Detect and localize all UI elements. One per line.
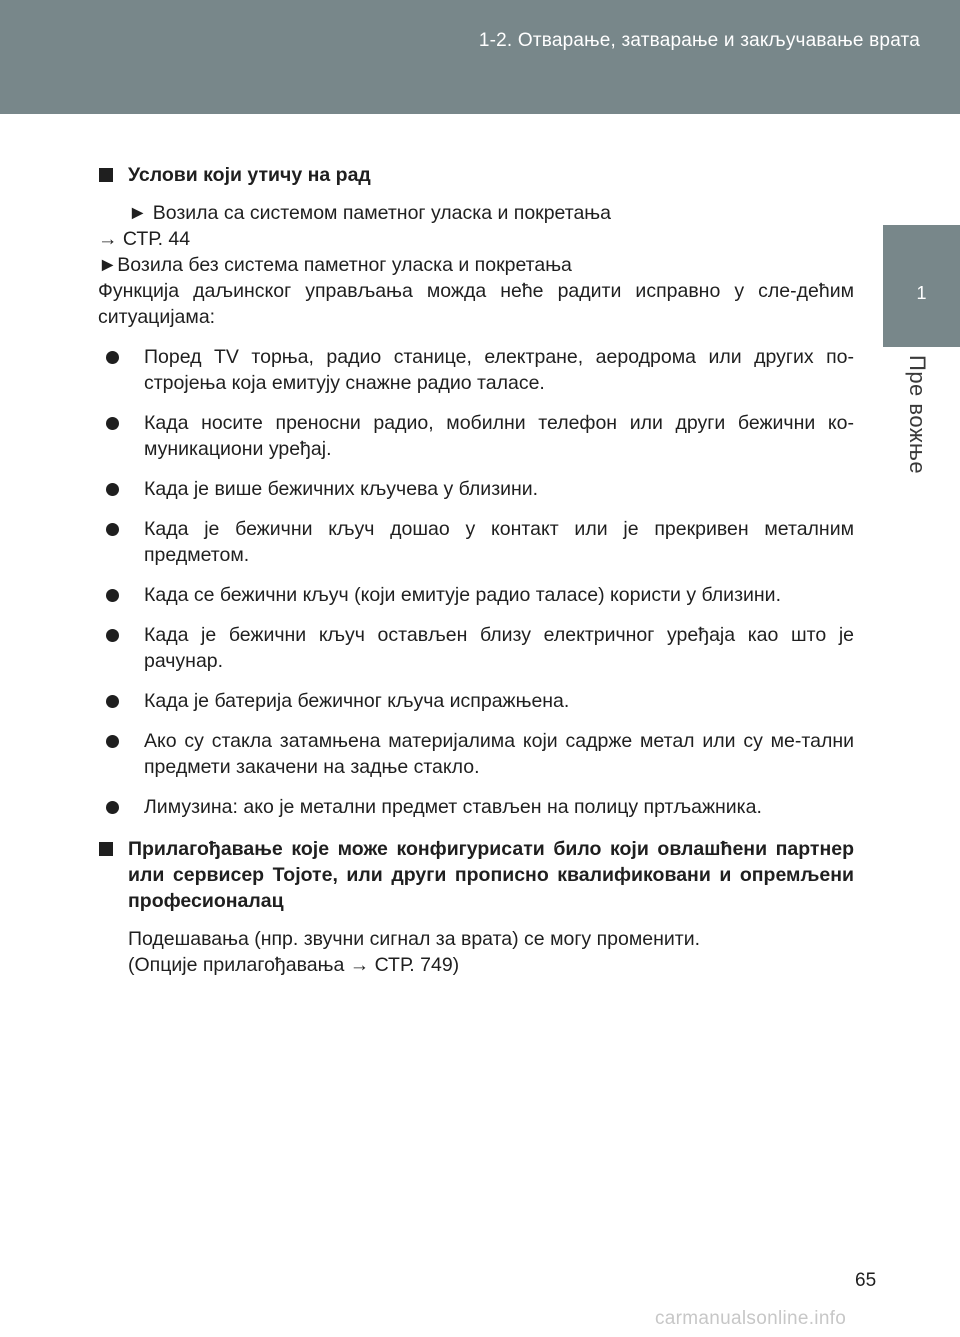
chapter-number: 1 <box>916 283 927 303</box>
list-item: Када се бежични кључ (који емитује радио таласе) користи у близини. <box>98 582 854 608</box>
chapter-label: Пре вожње <box>905 355 930 475</box>
page-number: 65 <box>855 1270 877 1291</box>
list-item: Лимузина: ако је метални предмет стављен на полицу пртљажника. <box>98 794 854 820</box>
bullet-dot-icon <box>106 695 119 708</box>
list-item: Поред TV торња, радио станице, електране, аеродрома или других по-стројења која емитују снажне радио таласе. <box>98 344 854 396</box>
list-item: Ако су стакла затамњена материјалима који садрже метал или су ме-тални предмети закачени на задње стакло. <box>98 728 854 780</box>
list-item: Када је бежични кључ остављен близу електричног уређаја као што је рачунар. <box>98 622 854 674</box>
customization-text: Подешавања (нпр. звучни сигнал за врата) се могу променити. <box>128 928 701 950</box>
header-title: 1-2. Отварање, затварање и закључавање врата <box>478 30 920 51</box>
bullet-dot-icon <box>106 523 119 536</box>
header-band <box>0 0 960 114</box>
square-bullet-icon <box>99 842 113 856</box>
bullet-dot-icon <box>106 589 119 602</box>
vehicle-smart-line: ► Возила са системом паметног уласка и покретања <box>128 202 611 224</box>
list-item: Када је батерија бежичног кључа испражњена. <box>98 688 854 714</box>
intro-paragraph: Функција даљинског управљања можда неће радити исправно у сле-дећим ситуацијама: <box>98 280 854 328</box>
bullet-dot-icon <box>106 351 119 364</box>
conditions-list <box>98 344 854 820</box>
page-content <box>98 162 854 978</box>
bullet-dot-icon <box>106 483 119 496</box>
bullet-dot-icon <box>106 801 119 814</box>
square-bullet-icon <box>99 168 113 182</box>
section-title-conditions: Услови који утичу на рад <box>98 162 854 188</box>
vehicle-no-smart-line: ►Возила без система паметног уласка и покретања <box>98 254 572 276</box>
page-reference: → СТР. 44 <box>98 228 191 250</box>
list-item: Када је више бежичних кључева у близини. <box>98 476 854 502</box>
chapter-tab <box>883 225 960 347</box>
bullet-dot-icon <box>106 735 119 748</box>
bullet-dot-icon <box>106 417 119 430</box>
section-title-customization: Прилагођавање које може конфигурисати било који овлашћени партнер или сервисер Тојоте, или други прописно квалификовани и опремљени професионалац <box>98 836 854 914</box>
customization-reference: (Опције прилагођавања → СТР. 749) <box>128 954 460 976</box>
list-item: Када носите преносни радио, мобилни телефон или други бежични ко-муникациони уређај. <box>98 410 854 462</box>
bullet-dot-icon <box>106 629 119 642</box>
watermark: carmanualsonline.info <box>655 1308 847 1329</box>
list-item: Када је бежични кључ дошао у контакт или је прекривен металним предметом. <box>98 516 854 568</box>
